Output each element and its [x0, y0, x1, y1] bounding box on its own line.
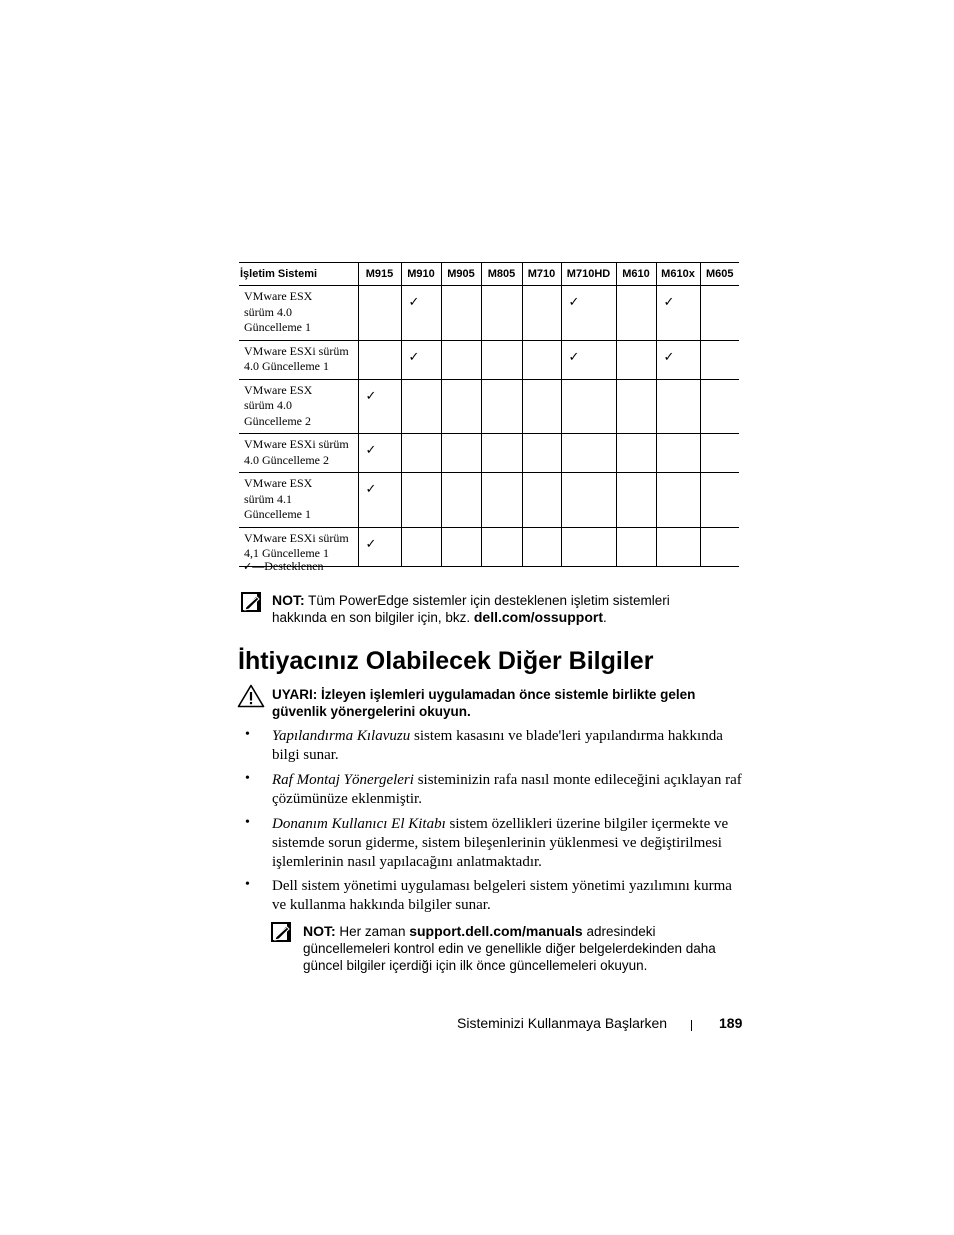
- table-row: [239, 379, 739, 434]
- support-cell: [561, 527, 616, 566]
- note-text-pre: Her zaman: [335, 924, 410, 939]
- column-header-m915: M915: [358, 263, 401, 286]
- os-name-line: VMware ESX: [244, 476, 313, 490]
- support-cell: [561, 434, 616, 473]
- support-cell: [616, 473, 656, 528]
- check-icon: ✓: [663, 349, 675, 365]
- support-cell: [481, 473, 522, 528]
- os-name-line: VMware ESXi sürüm: [244, 343, 349, 358]
- doc-title: Yapılandırma Kılavuzu: [272, 728, 411, 744]
- list-item-text: Dell sistem yönetimi uygulaması belgeleri sistem yönetimi yazılımını kurma ve kullanma hakkında bilgiler sunar.: [272, 878, 732, 913]
- support-cell: [616, 379, 656, 434]
- support-cell: [656, 379, 700, 434]
- support-cell: [441, 473, 481, 528]
- os-name-line: 4.0 Güncelleme 1: [244, 359, 329, 373]
- warning-label: UYARI:: [272, 687, 318, 702]
- note-pencil-icon: [271, 922, 291, 942]
- column-header-m805: M805: [481, 263, 522, 286]
- footer-separator: [691, 1020, 692, 1031]
- bullet-marker: •: [245, 877, 250, 892]
- support-cell: [481, 286, 522, 341]
- support-cell: [522, 286, 561, 341]
- note-text: adresindeki güncellemeleri kontrol edin ve genellikle diğer belgelerdekinden daha güncel bilgiler içerdiği için ilk önce güncellemeleri okuyun.: [303, 924, 716, 973]
- list-item: [272, 727, 742, 765]
- table-body: [239, 286, 739, 567]
- note-os-support: [272, 592, 722, 626]
- support-cell: [401, 473, 441, 528]
- support-cell: [656, 286, 700, 341]
- manuals-link[interactable]: support.dell.com/manuals: [409, 923, 583, 939]
- support-cell: [481, 379, 522, 434]
- check-icon: ✓: [408, 295, 420, 310]
- support-cell: [358, 340, 401, 379]
- support-cell: [441, 434, 481, 473]
- check-icon: ✓: [365, 388, 377, 404]
- support-cell: [401, 340, 441, 379]
- os-name-line: 4,1 Güncelleme 1: [244, 546, 329, 560]
- support-cell: [358, 434, 401, 473]
- column-header-m910: M910: [401, 263, 441, 286]
- support-cell: [656, 340, 700, 379]
- table-row: [239, 286, 739, 341]
- os-name-cell: [239, 434, 358, 473]
- ossupport-link[interactable]: dell.com/ossupport: [473, 609, 603, 625]
- support-cell: [481, 527, 522, 566]
- support-cell: [656, 473, 700, 528]
- support-cell: [700, 286, 739, 341]
- check-icon: ✓: [365, 443, 377, 458]
- support-cell: [441, 379, 481, 434]
- list-item: [272, 877, 742, 915]
- support-cell: [616, 434, 656, 473]
- table-row: [239, 473, 739, 528]
- support-cell: [522, 473, 561, 528]
- note-text: Tüm PowerEdge sistemler için desteklenen işletim sistemleri hakkında en son bilgiler için, bkz.: [272, 593, 670, 625]
- support-cell: [441, 340, 481, 379]
- support-cell: [358, 527, 401, 566]
- support-cell: [656, 434, 700, 473]
- support-cell: [616, 340, 656, 379]
- os-name-line: VMware ESX: [244, 382, 313, 397]
- support-cell: [401, 286, 441, 341]
- support-cell: [561, 473, 616, 528]
- warning-safety: [272, 686, 742, 720]
- table-row: [239, 434, 739, 473]
- os-name-cell: [239, 473, 358, 528]
- warning-triangle-icon: [237, 684, 265, 708]
- os-name-line: Güncelleme 1: [244, 320, 311, 334]
- os-name-line: 4.0 Güncelleme 2: [244, 452, 329, 467]
- support-cell: [700, 340, 739, 379]
- table-legend: [243, 559, 324, 574]
- column-header-m905: M905: [441, 263, 481, 286]
- check-icon: ✓: [408, 349, 420, 365]
- support-cell: [616, 286, 656, 341]
- check-icon: ✓: [568, 295, 580, 310]
- support-cell: [656, 527, 700, 566]
- support-cell: [481, 434, 522, 473]
- check-icon: ✓: [568, 349, 580, 365]
- note-label: NOT:: [303, 923, 336, 939]
- support-cell: [700, 379, 739, 434]
- list-item: [272, 815, 742, 872]
- support-cell: [358, 379, 401, 434]
- support-cell: [401, 379, 441, 434]
- os-support-table: [239, 262, 739, 567]
- note-end: .: [603, 610, 607, 625]
- os-name-line: sürüm 4.0: [244, 398, 292, 412]
- os-name-line: sürüm 4.1: [244, 491, 292, 506]
- support-cell: [561, 340, 616, 379]
- note-pencil-icon: [241, 592, 261, 612]
- column-header-m605: M605: [700, 263, 739, 286]
- support-cell: [358, 286, 401, 341]
- support-cell: [401, 434, 441, 473]
- os-name-cell: [239, 340, 358, 379]
- support-cell: [700, 527, 739, 566]
- bullet-marker: •: [245, 815, 250, 830]
- support-cell: [401, 527, 441, 566]
- column-header-m610: M610: [616, 263, 656, 286]
- list-item-text: sistem özellikleri üzerine bilgiler içermekte ve sistemde sorun giderme, sistem bileşenlerinin yüklenmesi ve değiştirilmesi işlemlerinin nasıl yapılacağını anlatmaktadır.: [272, 816, 729, 870]
- doc-title: Donanım Kullanıcı El Kitabı: [272, 816, 446, 832]
- os-name-line: sürüm 4.0: [244, 304, 292, 319]
- support-cell: [522, 527, 561, 566]
- support-cell: [358, 473, 401, 528]
- bullet-marker: •: [245, 727, 250, 742]
- support-cell: [522, 434, 561, 473]
- legend-text: —Desteklenen: [252, 559, 324, 573]
- os-name-cell: [239, 379, 358, 434]
- column-header-m710: M710: [522, 263, 561, 286]
- section-heading: İhtiyacınız Olabilecek Diğer Bilgiler: [238, 647, 654, 675]
- support-cell: [441, 286, 481, 341]
- support-cell: [522, 379, 561, 434]
- support-cell: [700, 473, 739, 528]
- check-icon: ✓: [663, 295, 675, 310]
- support-cell: [441, 527, 481, 566]
- support-cell: [561, 286, 616, 341]
- table-header-row: [239, 263, 739, 286]
- page-number: 189: [719, 1015, 743, 1031]
- support-cell: [700, 434, 739, 473]
- warning-text: İzleyen işlemleri uygulamadan önce sistemle birlikte gelen güvenlik yönergelerini okuyun.: [272, 687, 696, 719]
- support-cell: [522, 340, 561, 379]
- column-header-os: İşletim Sistemi: [239, 263, 358, 286]
- os-name-line: Güncelleme 1: [244, 507, 311, 521]
- os-name-line: VMware ESXi sürüm: [244, 530, 349, 545]
- check-icon: ✓: [365, 482, 377, 497]
- os-name-line: VMware ESXi sürüm: [244, 437, 349, 451]
- check-icon: ✓: [243, 560, 253, 573]
- list-item-text: sisteminizin rafa nasıl monte edileceğini açıklayan raf çözümünüze eklenmiştir.: [272, 772, 742, 807]
- column-header-m610x: M610x: [656, 263, 700, 286]
- footer-chapter-title: Sisteminizi Kullanmaya Başlarken: [457, 1015, 668, 1031]
- table-row: [239, 340, 739, 379]
- os-name-line: Güncelleme 2: [244, 413, 311, 428]
- note-manuals: [303, 923, 743, 974]
- check-icon: ✓: [365, 536, 377, 552]
- os-name-cell: [239, 286, 358, 341]
- support-cell: [481, 340, 522, 379]
- support-cell: [616, 527, 656, 566]
- doc-title: Raf Montaj Yönergeleri: [272, 772, 414, 788]
- bullet-marker: •: [245, 771, 250, 786]
- column-header-m710hd: M710HD: [561, 263, 616, 286]
- list-item-text: sistem kasasını ve blade'leri yapılandırma hakkında bilgi sunar.: [272, 728, 723, 763]
- note-label: NOT:: [272, 592, 305, 608]
- support-cell: [561, 379, 616, 434]
- os-name-line: VMware ESX: [244, 289, 313, 303]
- list-item: [272, 771, 742, 809]
